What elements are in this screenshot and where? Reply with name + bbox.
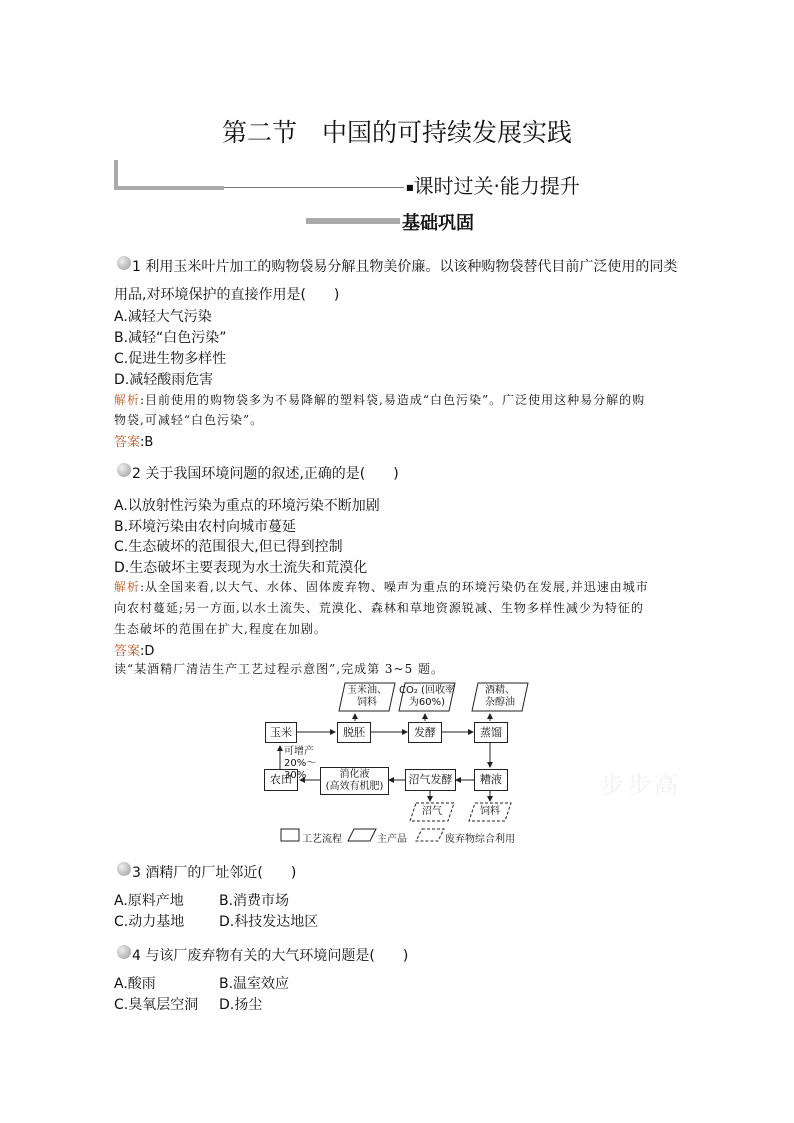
question-bullet-icon (117, 945, 131, 959)
legend-waste-label: 废弃物综合利用 (445, 834, 515, 845)
q1-option-b: B.减轻“白色污染” (114, 330, 227, 346)
subheading: ■课时过关·能力提升 (406, 174, 580, 198)
waste-feed: 饲料 (480, 806, 500, 817)
q4-stem: 4 与该厂废弃物有关的大气环境问题是( ) (132, 948, 409, 964)
q1-option-a: A.减轻大气污染 (114, 309, 212, 325)
product-corn-oil: 玉米油、 饲料 (347, 685, 387, 708)
q3-stem: 3 酒精厂的厂址邻近( ) (132, 865, 297, 881)
legend-process-shape (281, 829, 299, 841)
answer-label: 答案 (114, 435, 141, 450)
q2-option-b: B.环境污染由农村向城市蔓延 (114, 519, 297, 535)
node-farmland: 农田 (264, 769, 298, 791)
q2-option-c: C.生态破坏的范围很大,但已得到控制 (114, 539, 343, 555)
q1-explanation-line1: 解析:目前使用的购物袋多为不易降解的塑料袋,易造成“白色污染”。广泛使用这种易分解的购 (114, 393, 646, 407)
legend-product-shape (348, 829, 376, 841)
q3-option-b: B.消费市场 (219, 893, 290, 909)
section-title: 基础巩固 (402, 213, 474, 234)
diagram-intro: 读“某酒精厂清洁生产工艺过程示意图”,完成第 3~5 题。 (114, 662, 445, 676)
waste-biogas: 沼气 (422, 806, 442, 817)
node-biogas-ferment: 沼气发酵 (405, 769, 456, 791)
q2-option-d: D.生态破坏主要表现为水土流失和荒漠化 (114, 560, 368, 576)
page-title: 第二节 中国的可持续发展实践 (221, 118, 572, 147)
node-ferment: 发酵 (408, 722, 442, 743)
legend-waste-shape (416, 829, 444, 841)
legend-process-label: 工艺流程 (302, 834, 342, 845)
q3-option-a: A.原料产地 (114, 893, 184, 909)
legend-product-label: 主产品 (377, 834, 407, 845)
q2-explanation-line1: 解析:从全国来看,以大气、水体、固体废弃物、噪声为重点的环境污染仍在发展,并迅速由城市 (114, 580, 649, 594)
q1-explanation-line2: 物袋,可减轻“白色污染”。 (114, 413, 264, 427)
q3-option-d: D.科技发达地区 (219, 914, 319, 930)
q4-option-b: B.温室效应 (219, 976, 290, 992)
q1-option-d: D.减轻酸雨危害 (114, 372, 214, 388)
product-co2: CO₂ (回收率 为60%) (399, 685, 455, 708)
q3-option-c: C.动力基地 (114, 914, 185, 930)
node-corn: 玉米 (265, 722, 297, 743)
q4-option-a: A.酸雨 (114, 976, 156, 992)
q2-explanation-line3: 生态破坏的范围在扩大,程度在加剧。 (114, 622, 327, 636)
q4-option-d: D.扬尘 (219, 997, 263, 1013)
explanation-label: 解析 (114, 393, 141, 407)
q2-option-a: A.以放射性污染为重点的环境污染不断加剧 (114, 498, 380, 514)
answer-label: 答案 (114, 644, 141, 659)
yield-increase-note: 可增产 20%～30% (284, 746, 317, 781)
explanation-label: 解析 (114, 580, 141, 594)
q1-stem-line1: 1 利用玉米叶片加工的购物袋易分解且物美价廉。以该种购物袋替代目前广泛使用的同类 (132, 259, 678, 275)
q2-stem: 2 关于我国环境问题的叙述,正确的是( ) (132, 466, 399, 482)
subheading-dot: ■ (406, 183, 414, 192)
q1-stem-line2: 用品,对环境保护的直接作用是( ) (114, 287, 340, 303)
node-digest-line1: 消化液 (339, 769, 370, 780)
node-distill: 蒸馏 (474, 722, 508, 743)
node-digest (320, 767, 389, 795)
q2-explanation-line2: 向农村蔓延;另一方面,以水土流失、荒漠化、森林和草地资源锐减、生物多样性减少为特征的 (114, 601, 644, 615)
node-digest-line2: (高效有机肥) (325, 781, 384, 792)
node-degerm: 脱胚 (337, 722, 371, 743)
q1-option-c: C.促进生物多样性 (114, 351, 227, 367)
q2-answer: 答案:D (114, 644, 155, 659)
q4-option-c: C.臭氧层空洞 (114, 997, 199, 1013)
watermark: 步步高 (600, 771, 681, 799)
q1-answer: 答案:B (114, 435, 154, 450)
node-mash: 糟液 (474, 769, 508, 791)
question-bullet-icon (117, 862, 131, 876)
product-alcohol: 酒精、 杂醇油 (485, 685, 515, 708)
